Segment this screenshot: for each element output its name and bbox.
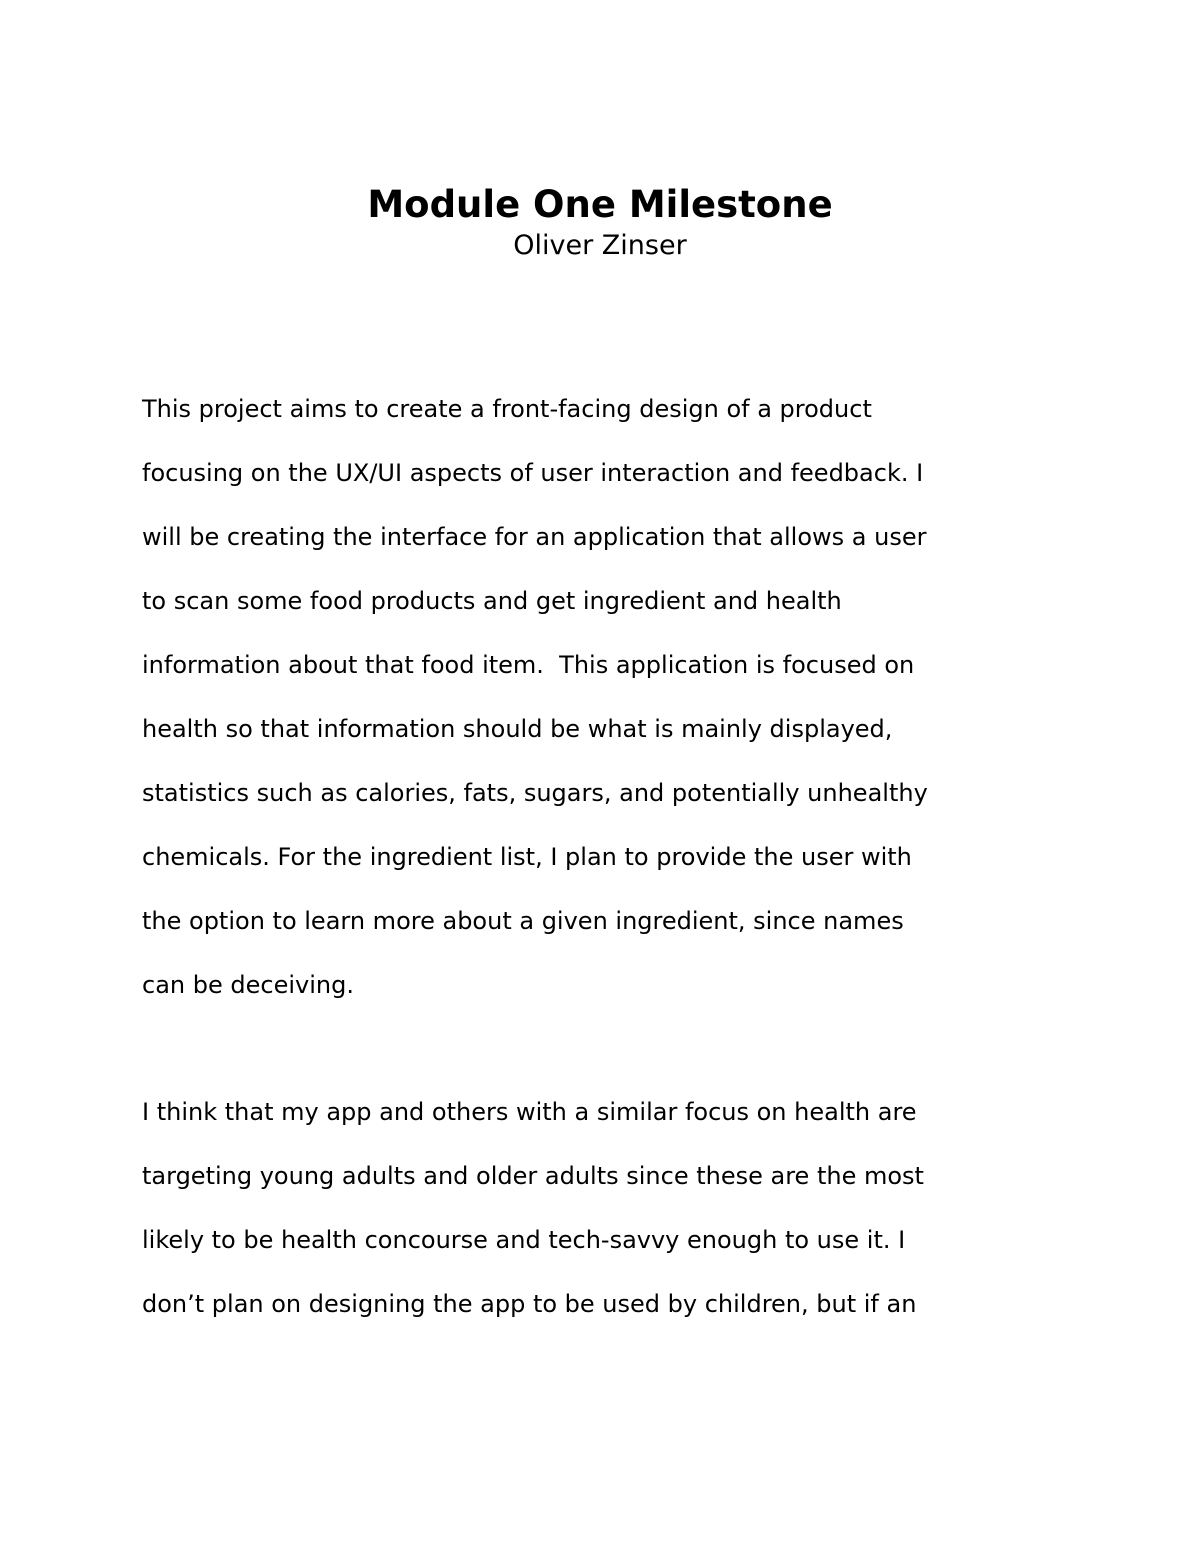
text-line: statistics such as calories, fats, sugars, and potentially unhealthy (142, 779, 928, 807)
text-line: to scan some food products and get ingredient and health (142, 587, 842, 615)
document-title: Module One Milestone (367, 183, 833, 226)
text-line: the option to learn more about a given ingredient, since names (142, 907, 904, 935)
document-author: Oliver Zinser (513, 230, 687, 261)
text-line: can be deceiving. (142, 971, 354, 999)
text-line: likely to be health concourse and tech-savvy enough to use it. I (142, 1226, 906, 1254)
text-line: chemicals. For the ingredient list, I plan to provide the user with (142, 843, 912, 871)
text-line: health so that information should be what is mainly displayed, (142, 715, 893, 743)
text-line: I think that my app and others with a similar focus on health are (142, 1098, 917, 1126)
text-line: focusing on the UX/UI aspects of user interaction and feedback. I (142, 459, 924, 487)
text-line: information about that food item. This application is focused on (142, 651, 915, 679)
text-line: will be creating the interface for an application that allows a user (142, 523, 927, 551)
text-line: don’t plan on designing the app to be used by children, but if an (142, 1290, 917, 1318)
paragraph-1 (142, 377, 1102, 1017)
paragraph-2 (142, 1080, 1102, 1336)
text-line: targeting young adults and older adults since these are the most (142, 1162, 924, 1190)
text-line: This project aims to create a front-facing design of a product (142, 395, 872, 423)
